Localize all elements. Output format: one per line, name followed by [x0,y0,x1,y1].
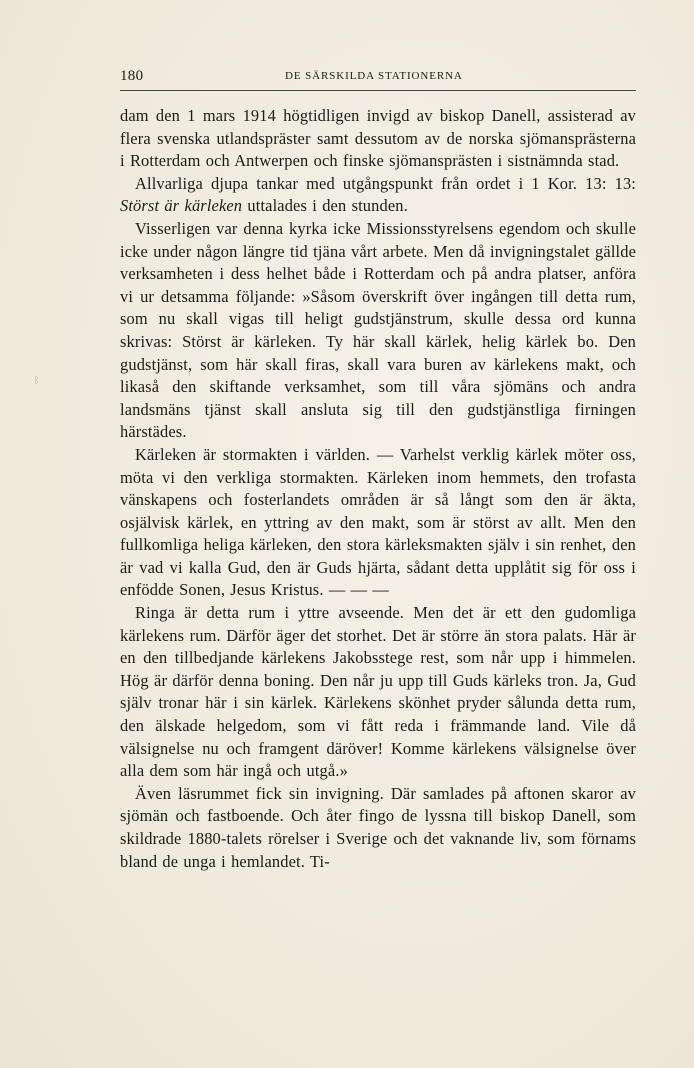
paragraph-2-emphasis: Störst är kärleken [120,196,243,216]
page-number: 180 [120,68,144,84]
paragraph-5: Ringa är detta rum i yttre avseende. Men det är ett den gudomliga kärlekens rum. Därför äger det storhet. Det är större än stora palats. Här är en den tillbedjande kärlekens Jakobsstege rest, som når upp i himmelen. Hög är därför denna boning. Den når ju upp till Guds kärleks tron. Ja, Gud själv tronar här i sin kärlek. Kärlekens skönhet pryder sålunda detta rum, den älskade helgedom, som vi fått reda i främmande land. Vile då välsignelse nu och framgent däröver! Komme kärlekens välsignelse över alla dem som här ingå och utgå.» [120,603,636,781]
body-text [120,105,636,873]
page [120,68,636,873]
section-title: DE SÄRSKILDA STATIONERNA [285,70,463,82]
paragraph-3: Visserligen var denna kyrka icke Missionsstyrelsens egendom och skulle icke under någon längre tid tjäna vårt arbete. Men då invigningstalet gällde verksamheten i dess helhet både i Rotterdam och på andra platser, anföra vi ur detsamma följande: »Såsom överskrift över ingången till detta rum, som nu skall vigas till heligt gudstjänstrum, skulle dessa ord kunna skrivas: Störst är kärleken. Ty här skall kärlek, helig kärlek bo. Den gudstjänst, som här skall firas, skall vara buren av kärlekens makt, och likaså den skiftande verksamhet, som till våra sjömäns och andra landsmäns tjänst skall ansluta sig till den gudstjänstliga firningen härstädes. [120,218,636,442]
paragraph-6: Även läsrummet fick sin invigning. Där samlades på aftonen skaror av sjömän och fastboende. Och åter fingo de lyssna till biskop Danell, som skildrade 1880-talets rörelser i Sverige och det vaknande liv, som förnams bland de unga i hemlandet. Ti- [120,783,636,871]
paragraph-2-text-before: Allvarliga djupa tankar med utgångspunkt från ordet i 1 Kor. 13: 13: [135,173,636,193]
paragraph-2-text-after: uttalades i den stunden. [242,196,408,216]
paragraph-2 [120,173,636,218]
margin-mark: ᛒ [34,376,40,386]
paragraph-4: Kärleken är stormakten i världen. — Varhelst verklig kärlek möter oss, möta vi den verkliga stormakten. Kärleken inom hemmets, den trofasta vänskapens och fosterlandets områden är så långt som den är äkta, osjälvisk kärlek, en yttring av den makt, som är störst av allt. Men den fullkomliga heliga kärleken, den stora kärleksmakten själv i sin renhet, den är vad vi kalla Gud, den är Guds hjärta, sådant detta upplåtit sig för oss i enfödde Sonen, Jesus Kristus. — — — [120,444,636,600]
paragraph-1: dam den 1 mars 1914 högtidligen invigd av biskop Danell, assisterad av flera svenska utlandspräster samt dessutom av de norska sjömansprästerna i Rotterdam och Antwerpen och finske sjömansprästen i sistnämnda stad. [120,106,636,171]
running-head [120,68,636,91]
